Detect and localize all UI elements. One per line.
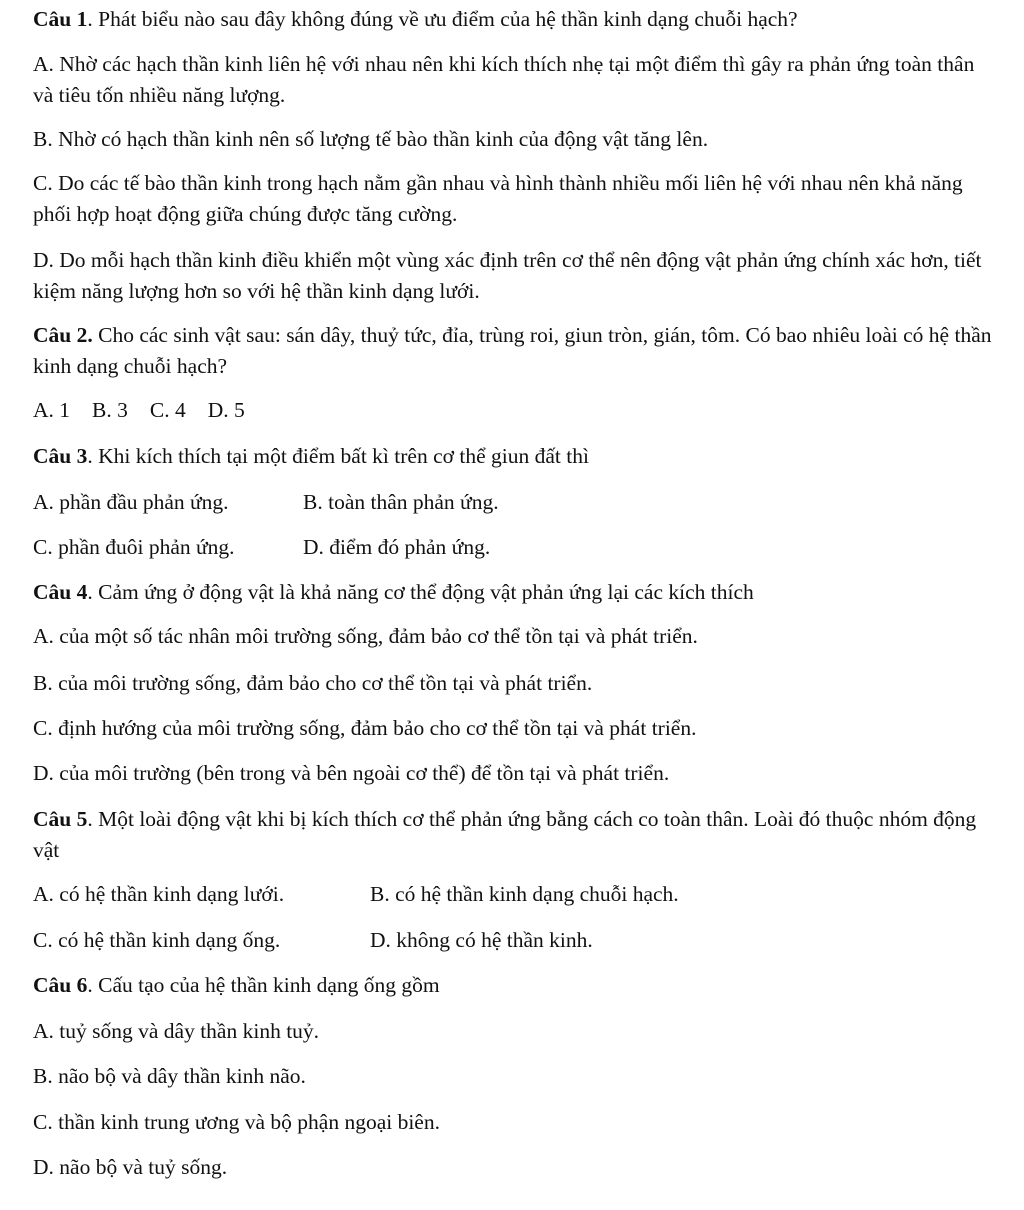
question-3-text: . Khi kích thích tại một điểm bất kì trên cơ thể giun đất thì — [87, 444, 589, 468]
question-4-option-b: B. của môi trường sống, đảm bảo cho cơ thể tồn tại và phát triển. — [33, 671, 593, 695]
question-5-options-row-1 — [33, 879, 679, 910]
question-1-option-c: C. Do các tế bào thần kinh trong hạch nằm gần nhau và hình thành nhiều mối liên hệ với nhau nên khả năng phối hợp hoạt động giữa chúng được tăng cường. — [33, 171, 963, 226]
question-6-option-c: C. thần kinh trung ương và bộ phận ngoại biên. — [33, 1110, 440, 1134]
question-4-text: . Cảm ứng ở động vật là khả năng cơ thể động vật phản ứng lại các kích thích — [87, 580, 754, 604]
question-3 — [33, 441, 998, 472]
question-1-option-b: B. Nhờ có hạch thần kinh nên số lượng tế bào thần kinh của động vật tăng lên. — [33, 127, 709, 151]
question-2-option-a: A. 1 — [33, 398, 71, 422]
question-5-label: Câu 5 — [33, 807, 88, 831]
question-3-label: Câu 3 — [33, 444, 88, 468]
question-5 — [33, 804, 998, 866]
question-2-text: Cho các sinh vật sau: sán dây, thuỷ tức, đỉa, trùng roi, giun tròn, gián, tôm. Có bao nhiêu loài có hệ thần kinh dạng chuỗi hạch? — [33, 323, 992, 378]
question-3-option-b: B. toàn thân phản ứng. — [303, 490, 499, 514]
question-6-text: . Cấu tạo của hệ thần kinh dạng ống gồm — [87, 973, 440, 997]
question-6 — [33, 970, 998, 1001]
question-4-option-a: A. của một số tác nhân môi trường sống, đảm bảo cơ thể tồn tại và phát triển. — [33, 624, 698, 648]
question-4 — [33, 577, 998, 608]
question-5-option-b: B. có hệ thần kinh dạng chuỗi hạch. — [370, 882, 679, 906]
question-1-option-d: D. Do mỗi hạch thần kinh điều khiển một vùng xác định trên cơ thể nên động vật phản ứng chính xác hơn, tiết kiệm năng lượng hơn so với hệ thần kinh dạng lưới. — [33, 248, 982, 303]
question-5-option-c: C. có hệ thần kinh dạng ống. — [33, 928, 281, 952]
question-3-options-row-1 — [33, 487, 499, 518]
question-4-label: Câu 4 — [33, 580, 88, 604]
question-3-options-row-2 — [33, 532, 490, 563]
question-3-option-c: C. phần đuôi phản ứng. — [33, 535, 235, 559]
question-2-option-d: D. 5 — [207, 398, 245, 422]
question-6-option-b: B. não bộ và dây thần kinh não. — [33, 1064, 306, 1088]
question-2-option-b: B. 3 — [92, 398, 128, 422]
question-3-option-d: D. điểm đó phản ứng. — [303, 535, 491, 559]
question-5-text: . Một loài động vật khi bị kích thích cơ thể phản ứng bằng cách co toàn thân. Loài đó thuộc nhóm động vật — [33, 807, 977, 862]
question-6-option-d: D. não bộ và tuỷ sống. — [33, 1155, 228, 1179]
question-6-label: Câu 6 — [33, 973, 88, 997]
question-2-option-c: C. 4 — [149, 398, 186, 422]
question-5-option-a: A. có hệ thần kinh dạng lưới. — [33, 882, 285, 906]
question-3-option-a: A. phần đầu phản ứng. — [33, 490, 229, 514]
question-4-option-d: D. của môi trường (bên trong và bên ngoài cơ thể) để tồn tại và phát triển. — [33, 761, 670, 785]
question-1-label: Câu 1 — [33, 7, 88, 31]
question-1-text: . Phát biểu nào sau đây không đúng về ưu điểm của hệ thần kinh dạng chuỗi hạch? — [87, 7, 798, 31]
question-5-option-d: D. không có hệ thần kinh. — [370, 928, 593, 952]
question-4-option-c: C. định hướng của môi trường sống, đảm bảo cho cơ thể tồn tại và phát triển. — [33, 716, 697, 740]
question-2-label: Câu 2. — [33, 323, 93, 347]
question-6-option-a: A. tuỷ sống và dây thần kinh tuỷ. — [33, 1019, 320, 1043]
question-2 — [33, 320, 998, 382]
question-5-options-row-2 — [33, 925, 593, 956]
question-2-options — [33, 395, 245, 426]
question-1-option-a: A. Nhờ các hạch thần kinh liên hệ với nhau nên khi kích thích nhẹ tại một điểm thì gây ra phản ứng toàn thân và tiêu tốn nhiều năng lượng. — [33, 52, 975, 107]
question-1 — [33, 4, 998, 35]
